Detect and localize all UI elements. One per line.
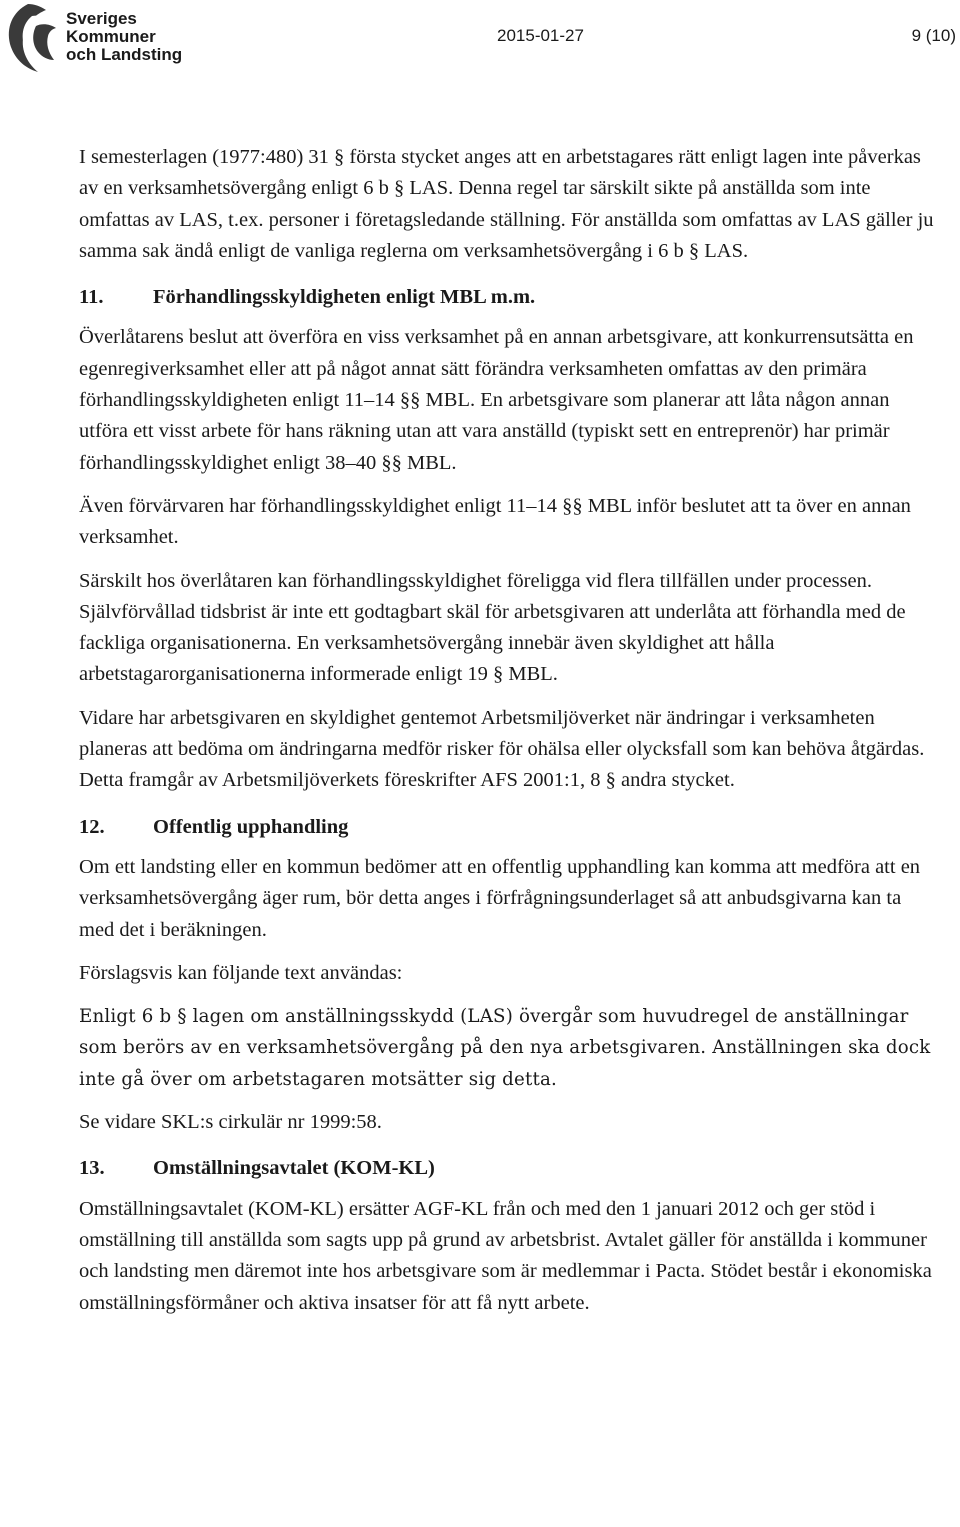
logo-line-1: Sveriges: [66, 9, 137, 28]
paragraph-arbetsmiljo: Vidare har arbetsgivaren en skyldighet gentemot Arbetsmiljöverket när ändringar i verksamheten planeras att bedöma om ändringarna medför risker för ohälsa eller olycksfall som kan behöva åtgärdas. Detta framgår av Arbetsmiljöverkets föreskrifter AFS 2001:1, 8 § andra stycket.: [79, 706, 925, 792]
section-heading-12: [79, 812, 941, 843]
section-title: Förhandlingsskyldigheten enligt MBL m.m.: [153, 286, 536, 309]
paragraph-sarskilt: Särskilt hos överlåtaren kan förhandlingsskyldighet föreligga vid flera tillfällen under processen. Självförvållad tidsbrist är inte ett godtagbart skäl för arbetsgivaren att underlåta att förhandla med de fackliga organisationerna. En verksamhetsövergång innebär även skyldighet att hålla arbetstagarorganisationerna informerade enligt 19 § MBL.: [79, 569, 906, 686]
section-number: 13.: [79, 1157, 105, 1180]
page-header: [0, 0, 960, 80]
section-heading-13: [79, 1153, 941, 1184]
skl-logo-text: [66, 10, 182, 64]
paragraph-forvarvaren: Även förvärvaren har förhandlingsskyldighet enligt 11–14 §§ MBL inför beslutet att ta över en annan verksamhet.: [79, 494, 911, 549]
section-number: 12.: [79, 815, 105, 838]
document-date: 2015-01-27: [497, 26, 584, 45]
logo-line-3: och Landsting: [66, 45, 183, 64]
skl-logo-icon: [2, 2, 58, 74]
logo-line-2: Kommuner: [66, 27, 156, 46]
page-number: 9 (10): [911, 26, 956, 45]
paragraph-forslagsvis: Förslagsvis kan följande text användas:: [79, 961, 403, 984]
paragraph-overlatarens-beslut: Överlåtarens beslut att överföra en viss verksamhet på en annan arbetsgivare, att konkurrensutsätta en egenregiverksamhet eller att på något annat sätt förändra verksamheten omfattas av den primära förhandlingsskyldigheten enligt 11–14 §§ MBL. En arbetsgivare som planerar att låta någon annan utföra ett visst arbete för hans räkning utan att vara anställd (typiskt sett en entreprenör) har primär förhandlingsskyldighet enligt 38–40 §§ MBL.: [79, 326, 914, 474]
paragraph-semesterlagen: I semesterlagen (1977:480) 31 § första stycket anges att en arbetstagares rätt enligt lagen inte påverkas av en verksamhetsövergång enligt 6 b § LAS. Denna regel tar särskilt sikte på anställda som inte omfattas av LAS, t.ex. personer i företagsledande ställning. För anställda som omfattas av LAS gäller ju samma sak ändå enligt de vanliga reglerna om verksamhetsövergång i 6 b § LAS.: [79, 146, 934, 262]
paragraph-example-text: Enligt 6 b § lagen om anställningsskydd (LAS) övergår som huvudregel de anställningar som berörs av en verksamhetsövergång på den nya arbetsgivaren. Anställningen ska dock inte gå över om arbetstagaren motsätter sig detta.: [79, 1006, 931, 1090]
paragraph-upphandling: Om ett landsting eller en kommun bedömer att en offentlig upphandling kan komma att medföra att en verksamhetsövergång äger rum, bör detta anges i förfrågningsunderlaget så att anbudsgivarna kan ta med det i beräkningen.: [79, 855, 921, 941]
paragraph-se-vidare: Se vidare SKL:s cirkulär nr 1999:58.: [79, 1111, 382, 1134]
paragraph-omstallningsavtalet: Omställningsavtalet (KOM-KL) ersätter AGF-KL från och med den 1 januari 2012 och ger stöd i omställning till anställda som sagts upp på grund av arbetsbrist. Avtalet gäller för anställda i kommuner och landsting men däremot inte hos arbetsgivare som är medlemmar i Pacta. Stödet består i ekonomiska omställningsförmåner och aktiva insatser för att få nytt arbete.: [79, 1197, 932, 1314]
section-title: Offentlig upphandling: [153, 815, 349, 838]
section-title: Omställningsavtalet (KOM-KL): [153, 1157, 435, 1180]
document-body: [79, 142, 941, 1319]
section-number: 11.: [79, 286, 104, 309]
section-heading-11: [79, 282, 941, 313]
